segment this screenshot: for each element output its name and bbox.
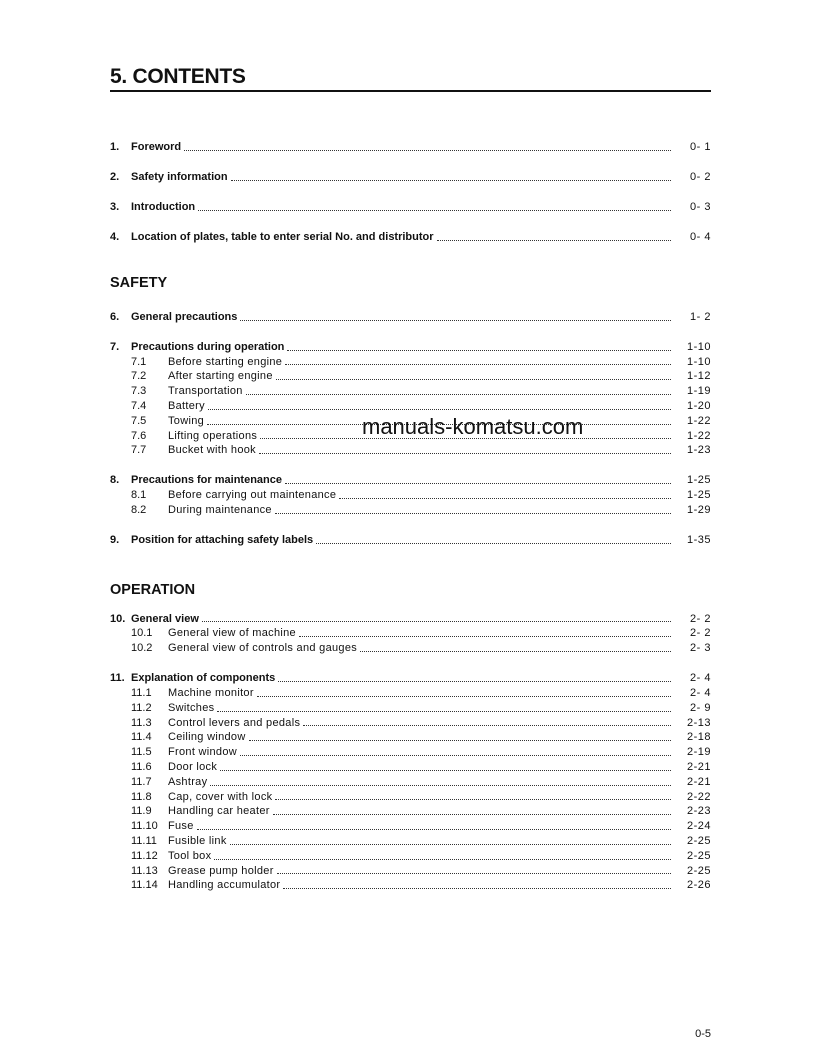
entry-page: 0- 1 [690, 141, 711, 153]
toc-subentry[interactable] [110, 760, 711, 775]
entry-number: 11.2 [131, 701, 152, 714]
toc-subentry[interactable] [110, 716, 711, 731]
entry-page: 2-26 [686, 879, 711, 892]
dot-leader [285, 355, 671, 370]
entry-number: 7.6 [131, 429, 147, 442]
dot-leader [275, 790, 671, 805]
entry-page: 1-19 [686, 385, 711, 398]
dot-leader [339, 488, 671, 503]
dot-leader [249, 730, 671, 745]
entry-page: 2- 4 [690, 672, 711, 685]
entry-number: 3. [110, 200, 120, 213]
entry-number: 2. [110, 170, 120, 183]
entry-number: 11.1 [131, 687, 152, 700]
entry-title: Tool box [168, 849, 212, 862]
entry-number: 11.4 [131, 731, 152, 744]
entry-page: 2-23 [686, 805, 711, 818]
entry-page: 2-13 [686, 716, 711, 729]
entry-number: 11.10 [131, 820, 158, 833]
entry-page: 2-25 [686, 835, 711, 848]
entry-number: 6. [110, 310, 120, 323]
entry-number: 1. [110, 141, 120, 153]
entry-page: 2-19 [686, 746, 711, 759]
entry-page: 0- 2 [690, 170, 711, 183]
entry-title: Fusible link [168, 835, 227, 848]
entry-page: 1-29 [686, 503, 711, 516]
entry-title: Control levers and pedals [168, 716, 301, 729]
page-number: 0-5 [695, 1028, 711, 1040]
dot-leader [220, 760, 671, 775]
toc-subentry[interactable] [110, 399, 711, 414]
dot-leader [275, 503, 671, 518]
dot-leader [197, 819, 671, 834]
entry-title: Cap, cover with lock [168, 790, 273, 803]
dot-leader [240, 310, 671, 325]
entry-title: Precautions for maintenance [131, 474, 282, 487]
toc-group [110, 170, 711, 185]
dot-leader [214, 849, 671, 864]
dot-leader [437, 230, 671, 245]
entry-page: 2-25 [686, 864, 711, 877]
entry-title: Foreword [131, 141, 182, 153]
toc-entry[interactable] [110, 473, 711, 488]
entry-title: Grease pump holder [168, 864, 274, 877]
dot-leader [208, 399, 671, 414]
dot-leader [230, 834, 671, 849]
entry-number: 11.3 [131, 716, 152, 729]
entry-number: 10. [110, 612, 126, 625]
toc-entry[interactable] [110, 170, 711, 185]
toc-entry[interactable] [110, 340, 711, 355]
toc-subentry[interactable] [110, 775, 711, 790]
entry-title: Transportation [168, 385, 243, 398]
dot-leader [184, 140, 671, 155]
entry-number: 7.3 [131, 385, 147, 398]
entry-title: Ceiling window [168, 731, 246, 744]
entry-number: 11.12 [131, 849, 158, 862]
toc-group [110, 230, 711, 245]
entry-title: Battery [168, 399, 205, 412]
dot-leader [276, 369, 671, 384]
toc-subentry[interactable] [110, 849, 711, 864]
dot-leader [360, 641, 671, 656]
dot-leader [259, 443, 671, 458]
entry-page: 1-12 [686, 370, 711, 383]
entry-title: Lifting operations [168, 429, 258, 442]
entry-page: 1-22 [686, 429, 711, 442]
toc-group [110, 310, 711, 325]
entry-title: Handling accumulator [168, 879, 281, 892]
entry-number: 11.9 [131, 805, 152, 818]
entry-number: 10.2 [131, 642, 153, 655]
entry-number: 10.1 [131, 627, 153, 640]
entry-title: Location of plates, table to enter serial No. and distributor [131, 230, 434, 243]
entry-page: 2- 2 [690, 612, 711, 625]
entry-number: 9. [110, 533, 120, 546]
entry-title: Handling car heater [168, 805, 270, 818]
toc-subentry[interactable] [110, 790, 711, 805]
entry-title: Before carrying out maintenance [168, 489, 337, 502]
entry-page: 1-10 [686, 355, 711, 368]
dot-leader [273, 804, 671, 819]
dot-leader [285, 473, 671, 488]
entry-title: Front window [168, 746, 238, 759]
toc-subentry[interactable] [110, 641, 711, 656]
entry-number: 7.7 [131, 444, 147, 457]
entry-title: Before starting engine [168, 355, 283, 368]
entry-page: 2- 9 [690, 701, 711, 714]
toc-subentry[interactable] [110, 355, 711, 370]
dot-leader [231, 170, 671, 185]
entry-title: Safety information [131, 170, 228, 183]
entry-number: 11.8 [131, 790, 152, 803]
entry-title: Explanation of components [131, 672, 276, 685]
entry-number: 11.11 [131, 835, 157, 848]
entry-number: 11.5 [131, 746, 152, 759]
entry-title: Fuse [168, 820, 194, 833]
dot-leader [246, 384, 671, 399]
entry-page: 2-21 [686, 775, 711, 788]
dot-leader [283, 878, 671, 893]
table-of-contents [110, 140, 711, 893]
toc-subentry[interactable] [110, 730, 711, 745]
entry-number: 7.4 [131, 399, 147, 412]
toc-group [110, 473, 711, 517]
entry-number: 11.6 [131, 761, 152, 774]
entry-page: 2-24 [686, 820, 711, 833]
entry-number: 4. [110, 230, 120, 243]
toc-subentry[interactable] [110, 384, 711, 399]
entry-number: 7.2 [131, 370, 147, 383]
dot-leader [303, 716, 671, 731]
entry-title: General view of machine [168, 627, 296, 640]
toc-subentry[interactable] [110, 701, 711, 716]
entry-page: 2- 3 [690, 642, 711, 655]
dot-leader [210, 775, 671, 790]
entry-number: 7.1 [131, 355, 147, 368]
entry-title: General precautions [131, 310, 238, 323]
entry-title: Door lock [168, 761, 218, 774]
toc-entry[interactable] [110, 671, 711, 686]
entry-title: Switches [168, 701, 215, 714]
section-heading: SAFETY [110, 274, 168, 291]
toc-group [110, 533, 711, 548]
entry-page: 1-20 [686, 399, 711, 412]
entry-number: 7. [110, 340, 120, 353]
entry-title: Machine monitor [168, 687, 254, 700]
entry-title: Ashtray [168, 775, 208, 788]
entry-page: 2-18 [686, 731, 711, 744]
entry-page: 1-23 [686, 444, 711, 457]
toc-subentry[interactable] [110, 369, 711, 384]
toc-group [110, 671, 711, 893]
dot-leader [299, 626, 671, 641]
entry-title: Bucket with hook [168, 444, 256, 457]
dot-leader [287, 340, 671, 355]
dot-leader [240, 745, 671, 760]
toc-entry[interactable] [110, 200, 711, 215]
entry-page: 2-21 [686, 761, 711, 774]
dot-leader [316, 533, 671, 548]
toc-group [110, 200, 711, 215]
entry-page: 2-25 [686, 849, 711, 862]
entry-page: 1-25 [686, 489, 711, 502]
entry-title: General view of controls and gauges [168, 642, 358, 655]
entry-page: 1-25 [686, 474, 711, 487]
page-title: 5. CONTENTS [110, 64, 711, 92]
toc-subentry[interactable] [110, 878, 711, 893]
entry-title: After starting engine [168, 370, 273, 383]
entry-page: 1-35 [686, 533, 711, 546]
toc-subentry[interactable] [110, 686, 711, 701]
toc-subentry[interactable] [110, 626, 711, 641]
toc-entry[interactable] [110, 230, 711, 245]
entry-page: 2-22 [686, 790, 711, 803]
entry-page: 2- 2 [690, 627, 711, 640]
toc-entry[interactable] [110, 310, 711, 325]
toc-subentry[interactable] [110, 864, 711, 879]
entry-title: Introduction [131, 200, 196, 213]
toc-subentry[interactable] [110, 488, 711, 503]
toc-subentry[interactable] [110, 834, 711, 849]
dot-leader [217, 701, 671, 716]
entry-title: Precautions during operation [131, 340, 285, 353]
entry-number: 11. [110, 672, 125, 685]
entry-number: 7.5 [131, 414, 147, 427]
toc-entry[interactable] [110, 533, 711, 548]
toc-group [110, 140, 711, 155]
entry-page: 1- 2 [690, 310, 711, 323]
entry-number: 8. [110, 474, 120, 487]
entry-title: Position for attaching safety labels [131, 533, 314, 546]
dot-leader [202, 612, 671, 627]
entry-title: During maintenance [168, 503, 272, 516]
entry-page: 0- 4 [690, 230, 711, 243]
section-heading: OPERATION [110, 581, 196, 598]
dot-leader [278, 671, 671, 686]
toc-subentry[interactable] [110, 819, 711, 834]
entry-number: 11.7 [131, 775, 152, 788]
watermark: manuals-komatsu.com [362, 414, 584, 439]
entry-page: 1-10 [686, 340, 711, 353]
toc-entry[interactable] [110, 612, 711, 627]
entry-number: 11.14 [131, 879, 158, 892]
entry-page: 1-22 [686, 414, 711, 427]
toc-group [110, 612, 711, 656]
entry-title: Towing [168, 414, 205, 427]
entry-number: 8.1 [131, 489, 147, 502]
toc-entry[interactable] [110, 140, 711, 155]
toc-subentry[interactable] [110, 443, 711, 458]
entry-number: 8.2 [131, 503, 147, 516]
toc-group [110, 340, 711, 458]
dot-leader [277, 864, 671, 879]
dot-leader [257, 686, 671, 701]
dot-leader [198, 200, 671, 215]
toc-subentry[interactable] [110, 745, 711, 760]
toc-subentry[interactable] [110, 503, 711, 518]
entry-title: General view [131, 612, 199, 625]
entry-page: 2- 4 [690, 687, 711, 700]
entry-number: 11.13 [131, 864, 158, 877]
entry-page: 0- 3 [690, 200, 711, 213]
toc-subentry[interactable] [110, 804, 711, 819]
